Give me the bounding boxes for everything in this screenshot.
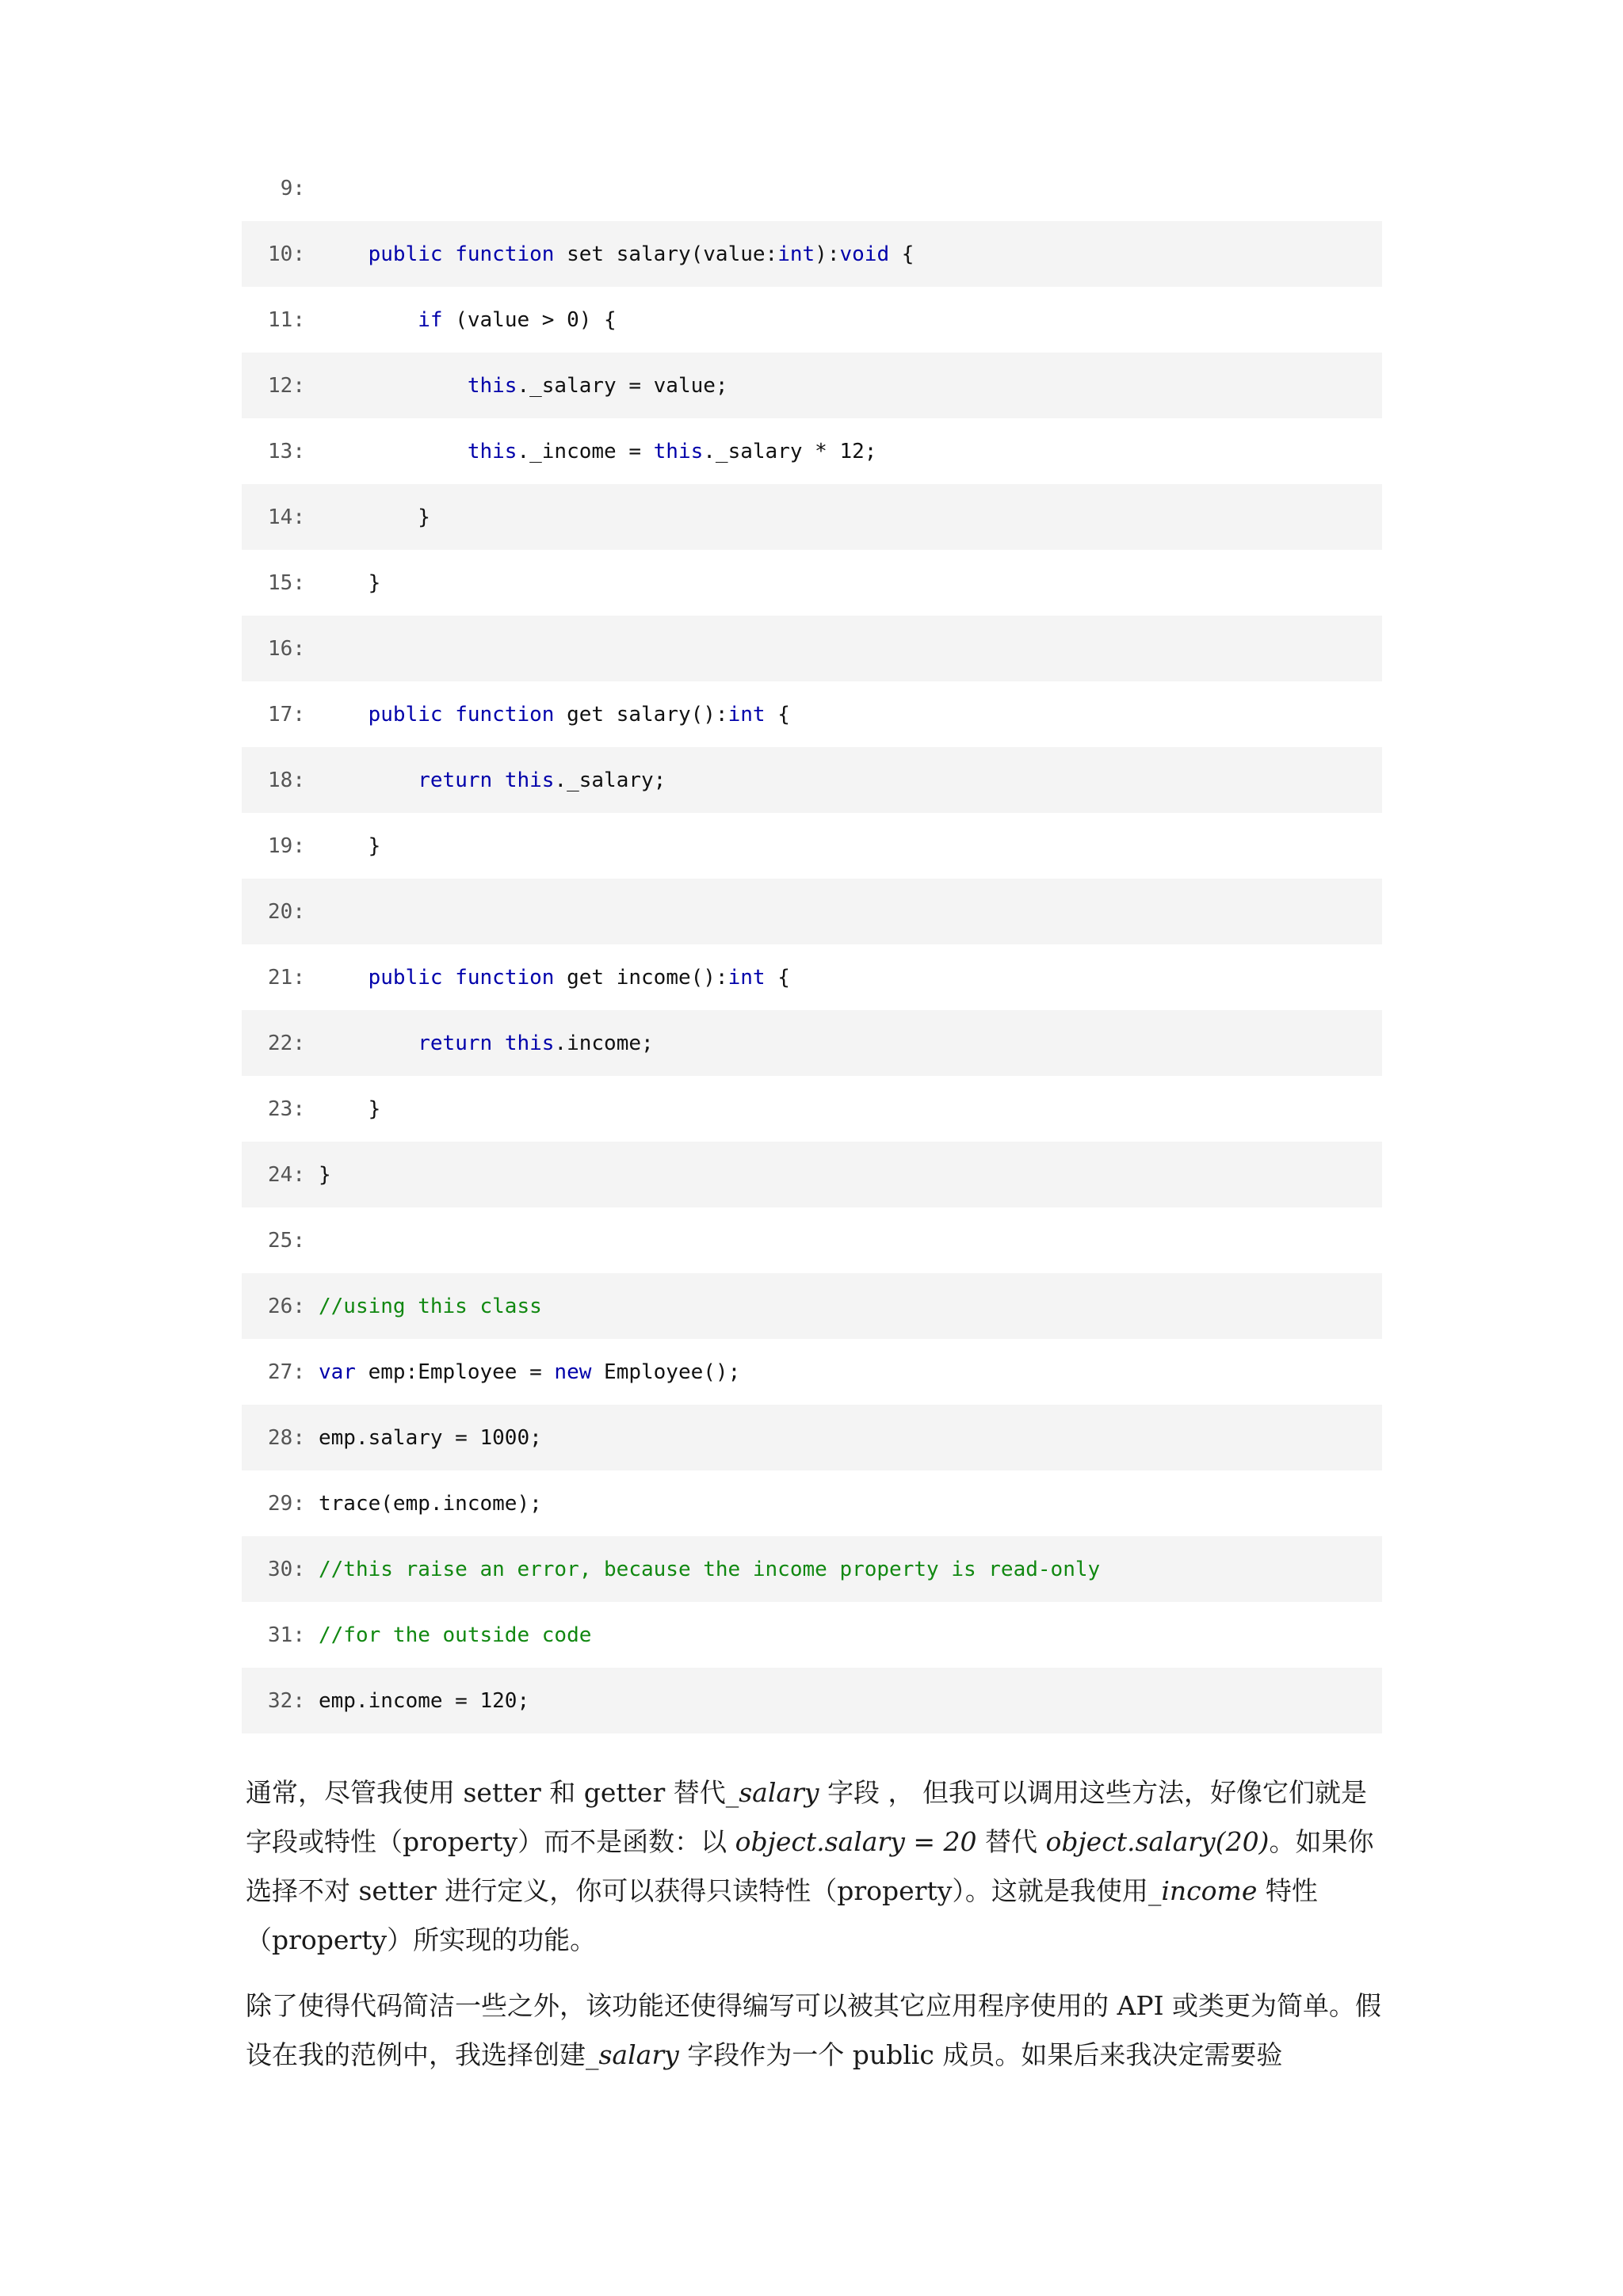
code-line <box>242 1602 1382 1668</box>
code-line <box>242 484 1382 550</box>
line-number: 31: <box>268 1623 305 1647</box>
code-token <box>319 308 418 332</box>
code-token: ._salary * 12; <box>703 439 877 463</box>
text-run: 。如果你选择不对 setter 进行定义，你可以获得只读特性（property）。这就是我使用 <box>246 1826 1374 1906</box>
code-token: ._salary = value; <box>517 373 728 398</box>
text-run: 除了使得代码简洁一些之外，该功能还使得编写可以被其它应用程序使用的 API 或类更为简单。假设在我的范例中，我选择创建 <box>246 1990 1382 2070</box>
line-number: 10: <box>268 242 305 266</box>
line-number: 32: <box>268 1688 305 1713</box>
code-line <box>242 813 1382 879</box>
code-token: } <box>319 1162 331 1187</box>
code-line <box>242 879 1382 944</box>
code-line <box>242 1668 1382 1733</box>
code-line <box>242 1010 1382 1076</box>
text-run: 特性（property）所实现的功能。 <box>246 1875 1318 1955</box>
italic-term: object.salary(20) <box>1045 1826 1270 1857</box>
code-keyword: var <box>319 1360 356 1384</box>
code-token: emp:Employee = <box>355 1360 555 1384</box>
code-text <box>319 1426 542 1450</box>
line-number: 14: <box>268 505 305 529</box>
code-token: { <box>765 965 790 990</box>
code-line <box>242 1142 1382 1207</box>
code-keyword: int <box>727 965 766 990</box>
line-number: 9: <box>280 176 305 200</box>
code-token <box>492 1032 505 1055</box>
code-line <box>242 418 1382 484</box>
line-number: 24: <box>268 1162 305 1187</box>
code-line <box>242 747 1382 813</box>
italic-term: _salary <box>586 2039 679 2070</box>
paragraph-getter-setter-explanation <box>246 1768 1387 1965</box>
code-token: { <box>765 702 790 727</box>
line-number: 18: <box>268 768 305 792</box>
code-token: emp.income = 120; <box>319 1688 530 1713</box>
code-listing <box>242 155 1382 1733</box>
line-number: 29: <box>268 1491 305 1516</box>
code-token: set salary(value: <box>554 242 778 266</box>
line-number: 28: <box>268 1425 305 1450</box>
code-keyword: function <box>455 702 555 727</box>
line-number: 21: <box>268 965 305 990</box>
code-text <box>319 834 380 858</box>
line-number: 12: <box>268 373 305 398</box>
code-keyword: public <box>368 702 443 727</box>
code-token <box>319 1032 418 1055</box>
code-keyword: this <box>504 1031 555 1055</box>
italic-term: _salary <box>725 1777 819 1808</box>
code-line <box>242 944 1382 1010</box>
code-text <box>319 1689 529 1713</box>
code-token: get salary(): <box>554 702 728 727</box>
code-text <box>319 703 790 727</box>
line-number: 30: <box>268 1557 305 1581</box>
code-text <box>319 505 430 529</box>
code-token: ._salary; <box>554 768 666 792</box>
code-token <box>319 374 468 398</box>
code-keyword: this <box>504 768 555 792</box>
text-run: 替代 <box>976 1826 1046 1857</box>
text-run: 字段 ， 但我可以调用这些方法，好像它们就是字段或特性（property）而不是函数：以 <box>246 1777 1367 1857</box>
text-run: 字段作为一个 public 成员。如果后来我决定需要验 <box>678 2039 1283 2070</box>
line-number: 23: <box>268 1097 305 1121</box>
code-line <box>242 1273 1382 1339</box>
code-line <box>242 1076 1382 1142</box>
text-run: 通常，尽管我使用 setter 和 getter 替代 <box>246 1777 726 1808</box>
code-line <box>242 550 1382 616</box>
code-line <box>242 155 1382 221</box>
code-line <box>242 1339 1382 1405</box>
code-line <box>242 353 1382 418</box>
line-number: 19: <box>268 833 305 858</box>
line-number: 22: <box>268 1031 305 1055</box>
code-comment: //for the outside code <box>319 1623 592 1647</box>
code-keyword: public <box>368 242 443 266</box>
code-line <box>242 1207 1382 1273</box>
code-token: } <box>319 570 381 595</box>
line-number: 11: <box>268 307 305 332</box>
code-keyword: public <box>368 965 443 990</box>
code-token <box>443 242 456 266</box>
code-text <box>319 1032 654 1055</box>
code-line <box>242 1536 1382 1602</box>
code-keyword: if <box>418 307 443 332</box>
code-text <box>319 1163 331 1187</box>
code-text <box>319 1623 591 1647</box>
code-text <box>319 571 380 595</box>
code-line <box>242 681 1382 747</box>
line-number: 27: <box>268 1360 305 1384</box>
code-text <box>319 242 914 266</box>
code-token: .income; <box>554 1031 654 1055</box>
code-token: ._income = <box>517 439 654 463</box>
code-line <box>242 1470 1382 1536</box>
code-token: } <box>319 505 430 529</box>
code-token <box>319 440 468 463</box>
code-token: ): <box>815 242 840 266</box>
code-keyword: return <box>418 768 493 792</box>
line-number: 25: <box>268 1228 305 1253</box>
code-comment: //this raise an error, because the income property is read-only <box>319 1557 1101 1581</box>
code-text <box>319 1360 740 1384</box>
code-token: { <box>889 242 915 266</box>
code-text <box>319 374 728 398</box>
code-token: } <box>319 1097 381 1121</box>
line-number: 17: <box>268 702 305 727</box>
code-token <box>492 769 505 792</box>
code-token: get income(): <box>554 965 728 990</box>
code-token <box>319 966 369 990</box>
line-number: 26: <box>268 1294 305 1318</box>
code-line <box>242 1405 1382 1470</box>
code-text <box>319 966 790 990</box>
line-number: 16: <box>268 636 305 661</box>
code-comment: //using this class <box>319 1294 542 1318</box>
code-text <box>319 1295 542 1318</box>
code-token <box>319 703 369 727</box>
paragraph-api-benefit <box>246 1981 1387 2080</box>
code-token: trace(emp.income); <box>319 1491 542 1516</box>
line-number: 20: <box>268 899 305 924</box>
code-keyword: void <box>839 242 890 266</box>
code-keyword: int <box>777 242 815 266</box>
code-keyword: this <box>467 373 517 398</box>
code-text <box>319 769 666 792</box>
code-line <box>242 287 1382 353</box>
code-keyword: new <box>554 1360 592 1384</box>
code-token: (value > 0) { <box>442 307 617 332</box>
code-text <box>319 1097 380 1121</box>
code-text <box>319 440 876 463</box>
code-token <box>443 703 456 727</box>
code-keyword: int <box>727 702 766 727</box>
code-keyword: this <box>467 439 517 463</box>
code-text <box>319 1558 1100 1581</box>
code-keyword: return <box>418 1031 493 1055</box>
code-token: } <box>319 833 381 858</box>
line-number: 13: <box>268 439 305 463</box>
code-text <box>319 308 617 332</box>
code-token <box>443 966 456 990</box>
code-keyword: this <box>653 439 704 463</box>
line-number: 15: <box>268 570 305 595</box>
code-keyword: function <box>455 965 555 990</box>
code-keyword: function <box>455 242 555 266</box>
italic-term: object.salary = 20 <box>735 1826 977 1857</box>
code-line <box>242 221 1382 287</box>
code-line <box>242 616 1382 681</box>
code-text <box>319 1492 542 1516</box>
code-token <box>319 242 369 266</box>
code-token <box>319 769 418 792</box>
italic-term: _income <box>1148 1875 1258 1906</box>
code-token: Employee(); <box>591 1360 741 1384</box>
code-token: emp.salary = 1000; <box>319 1425 542 1450</box>
